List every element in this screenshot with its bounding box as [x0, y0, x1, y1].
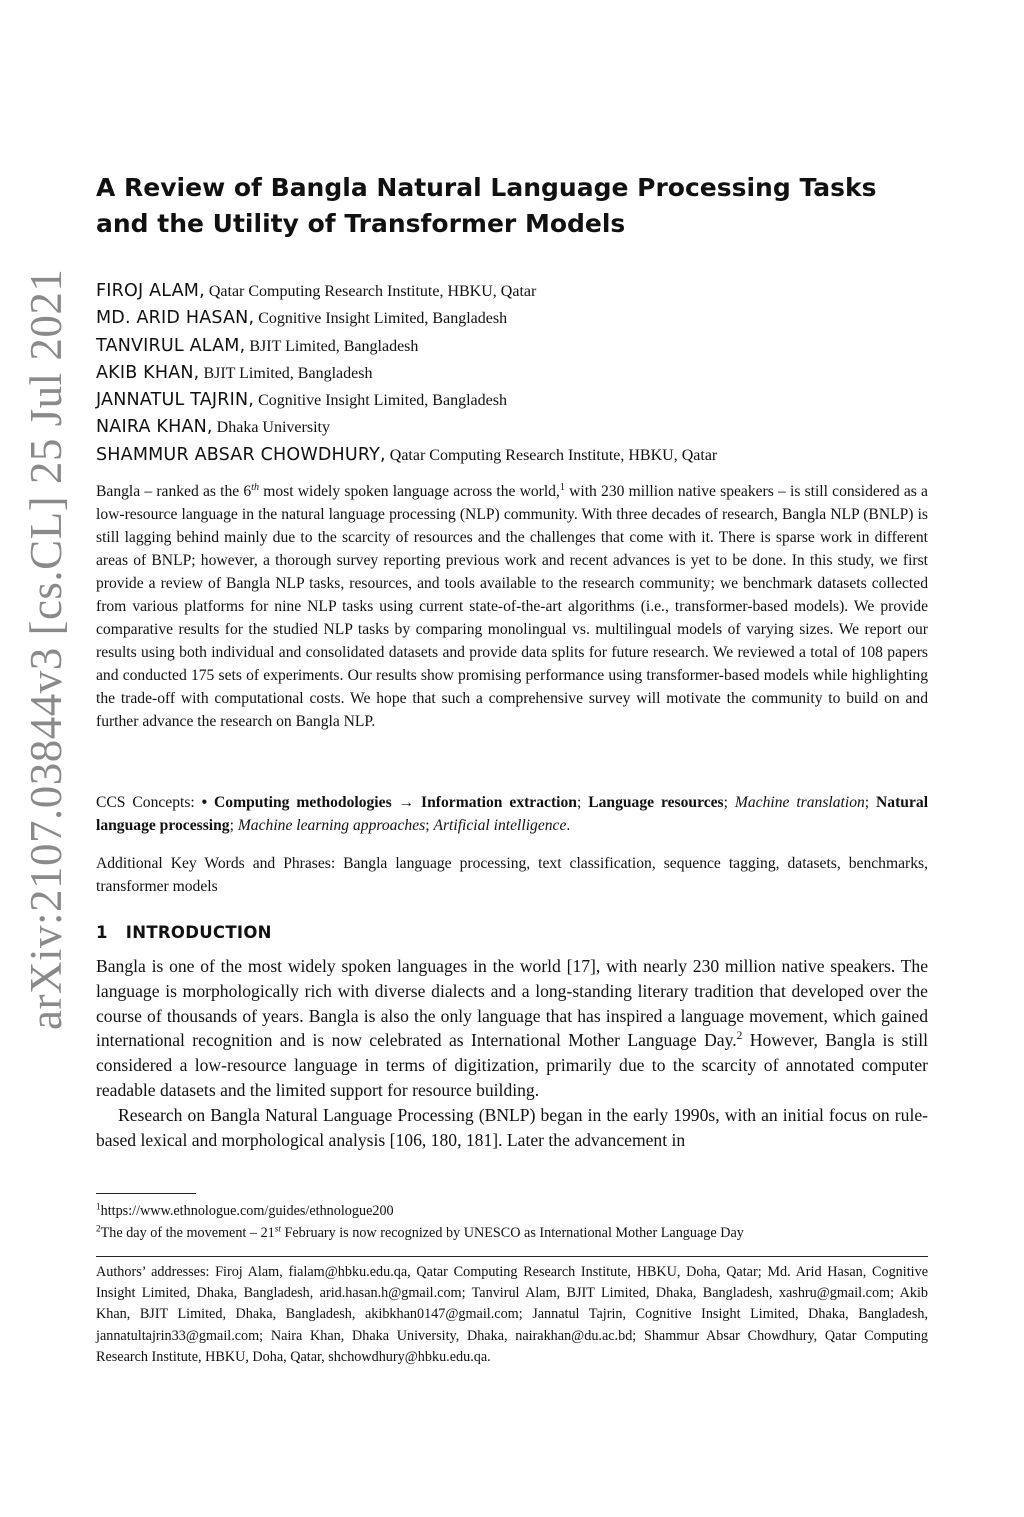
author-addresses: Authors’ addresses: Firoj Alam, fialam@hbku.edu.qa, Qatar Computing Research Institute, HBKU, Doha, Qatar; Md. Arid Hasan, Cognitive Insight Limited, Dhaka, Bangladesh, arid.hasan.h@gmail.com; Tanvirul Alam, BJIT Limited, Dhaka, Bangladesh, xashru@gmail.com; Akib Khan, BJIT Limited, Dhaka, Bangladesh, akibkhan0147@gmail.com; Jannatul Tajrin, Cognitive Insight Limited, Dhaka, Bangladesh, jannatultajrin33@gmail.com; Naira Khan, Dhaka University, Dhaka, nairakhan@du.ac.bd; Shammur Absar Chowdhury, Qatar Computing Research Institute, HBKU, Doha, Qatar, shchowdhury@hbku.edu.qa. [96, 1264, 928, 1365]
ccs-concept: Artificial intelligence [433, 817, 567, 834]
separator: ; [576, 794, 589, 811]
author-affiliation: Dhaka University [216, 419, 330, 437]
author-entry [96, 360, 936, 387]
separator: ; [229, 817, 238, 834]
abstract-text: Bangla – ranked as the 6 [96, 483, 252, 500]
author-name: JANNATUL TAJRIN, [96, 390, 255, 411]
author-affiliation: BJIT Limited, Bangladesh [203, 364, 373, 382]
separator: ; [723, 794, 735, 811]
abstract-text: most widely spoken language across the world, [259, 483, 560, 500]
arxiv-stamp: arXiv:2107.03844v3 [cs.CL] 25 Jul 2021 [21, 268, 71, 1030]
footnote-divider [96, 1193, 196, 1194]
footnote-link[interactable]: https://www.ethnologue.com/guides/ethnologue200 [100, 1203, 394, 1219]
section-heading [96, 923, 272, 942]
author-entry [96, 442, 936, 469]
superscript: th [251, 481, 260, 493]
section-title: INTRODUCTION [125, 923, 272, 942]
ccs-concept: Machine learning approaches [237, 817, 426, 834]
paragraph [96, 954, 928, 1103]
keywords: Additional Key Words and Phrases: Bangla language processing, text classification, sequence tagging, datasets, benchmarks, transformer models [96, 855, 928, 895]
author-list [96, 278, 936, 469]
paper-title: A Review of Bangla Natural Language Processing Tasks and the Utility of Transformer Models [96, 173, 877, 238]
author-affiliation: Cognitive Insight Limited, Bangladesh [258, 392, 507, 410]
ccs-concept: • Computing methodologies → Information extraction [201, 794, 577, 811]
superscript: st [274, 1223, 281, 1234]
footnote-text: The day of the movement – 21 [100, 1225, 275, 1241]
section-number: 1 [96, 923, 108, 942]
author-name: NAIRA KHAN, [96, 417, 213, 438]
author-name: AKIB KHAN, [96, 362, 200, 383]
ccs-label: CCS Concepts: [96, 794, 202, 811]
author-entry [96, 333, 936, 360]
author-entry [96, 387, 936, 414]
footnote-number: 1 [96, 1201, 101, 1212]
footnote-number: 2 [96, 1223, 101, 1234]
separator: ; [425, 817, 434, 834]
addresses-divider [96, 1256, 928, 1257]
author-affiliation: Cognitive Insight Limited, Bangladesh [258, 310, 508, 328]
author-entry [96, 414, 936, 441]
introduction-body [96, 954, 928, 1152]
abstract [96, 480, 928, 733]
ccs-concept: Machine translation [734, 794, 865, 811]
ccs-concept: Natural language processing [96, 794, 929, 834]
author-entry [96, 278, 936, 305]
author-name: FIROJ ALAM, [96, 281, 205, 301]
footnote [96, 1200, 928, 1222]
separator: ; [864, 794, 877, 811]
ccs-concepts [96, 791, 928, 837]
author-name: MD. ARID HASAN, [96, 308, 255, 329]
paragraph: Research on Bangla Natural Language Processing (BNLP) began in the early 1990s, with an initial focus on rule-based lexical and morphological analysis [106, 180, 181]. Later the advancement in [96, 1104, 928, 1150]
paragraph-text: Bangla is one of the most widely spoken languages in the world [17], with nearly 230 million native speakers. The language is morphologically rich with diverse dialects and a long-standing literary tradition that developed over the course of thousands of years. Bangla is also the only language that has inspired a language movement, which gained international recognition and is now celebrated as International Mother Language Day. [96, 956, 928, 1051]
author-name: SHAMMUR ABSAR CHOWDHURY, [96, 444, 386, 465]
author-affiliation: Qatar Computing Research Institute, HBKU, Qatar [208, 283, 537, 300]
author-entry [96, 305, 936, 332]
footnote-marker[interactable]: 1 [559, 481, 565, 493]
author-affiliation: Qatar Computing Research Institute, HBKU, Qatar [389, 446, 718, 464]
author-affiliation: BJIT Limited, Bangladesh [249, 337, 419, 355]
footnote [96, 1222, 928, 1244]
separator: . [566, 817, 571, 834]
paragraph-text: However, Bangla is still considered a low-resource language in terms of digitization, primarily due to the scarcity of annotated computer readable datasets and the limited support for resource building. [96, 1030, 928, 1100]
footnote-text: February is now recognized by UNESCO as International Mother Language Day [280, 1225, 744, 1241]
abstract-text: with 230 million native speakers – is still considered as a low-resource language in the natural language processing (NLP) community. With three decades of research, Bangla NLP (BNLP) is still lagging behind mainly due to the scarcity of resources and the challenges that come with it. There is sparse work in different areas of BNLP; however, a thorough survey reporting previous work and recent advances is yet to be done. In this study, we first provide a review of Bangla NLP tasks, resources, and tools available to the research community; we benchmark datasets collected from various platforms for nine NLP tasks using current state-of-the-art algorithms (i.e., transformer-based models). We provide comparative results for the studied NLP tasks by comparing monolingual vs. multilingual models of varying sizes. We report our results using both individual and consolidated datasets and provide data splits for future research. We reviewed a total of 108 papers and conducted 175 sets of experiments. Our results show promising performance using transformer-based models while highlighting the trade-off with computational costs. We hope that such a comprehensive survey will motivate the community to build on and further advance the research on Bangla NLP. [96, 483, 928, 730]
ccs-concept: Language resources [588, 794, 724, 811]
footnote-marker[interactable]: 2 [736, 1030, 743, 1043]
author-name: TANVIRUL ALAM, [96, 335, 246, 356]
footnotes [96, 1200, 928, 1244]
